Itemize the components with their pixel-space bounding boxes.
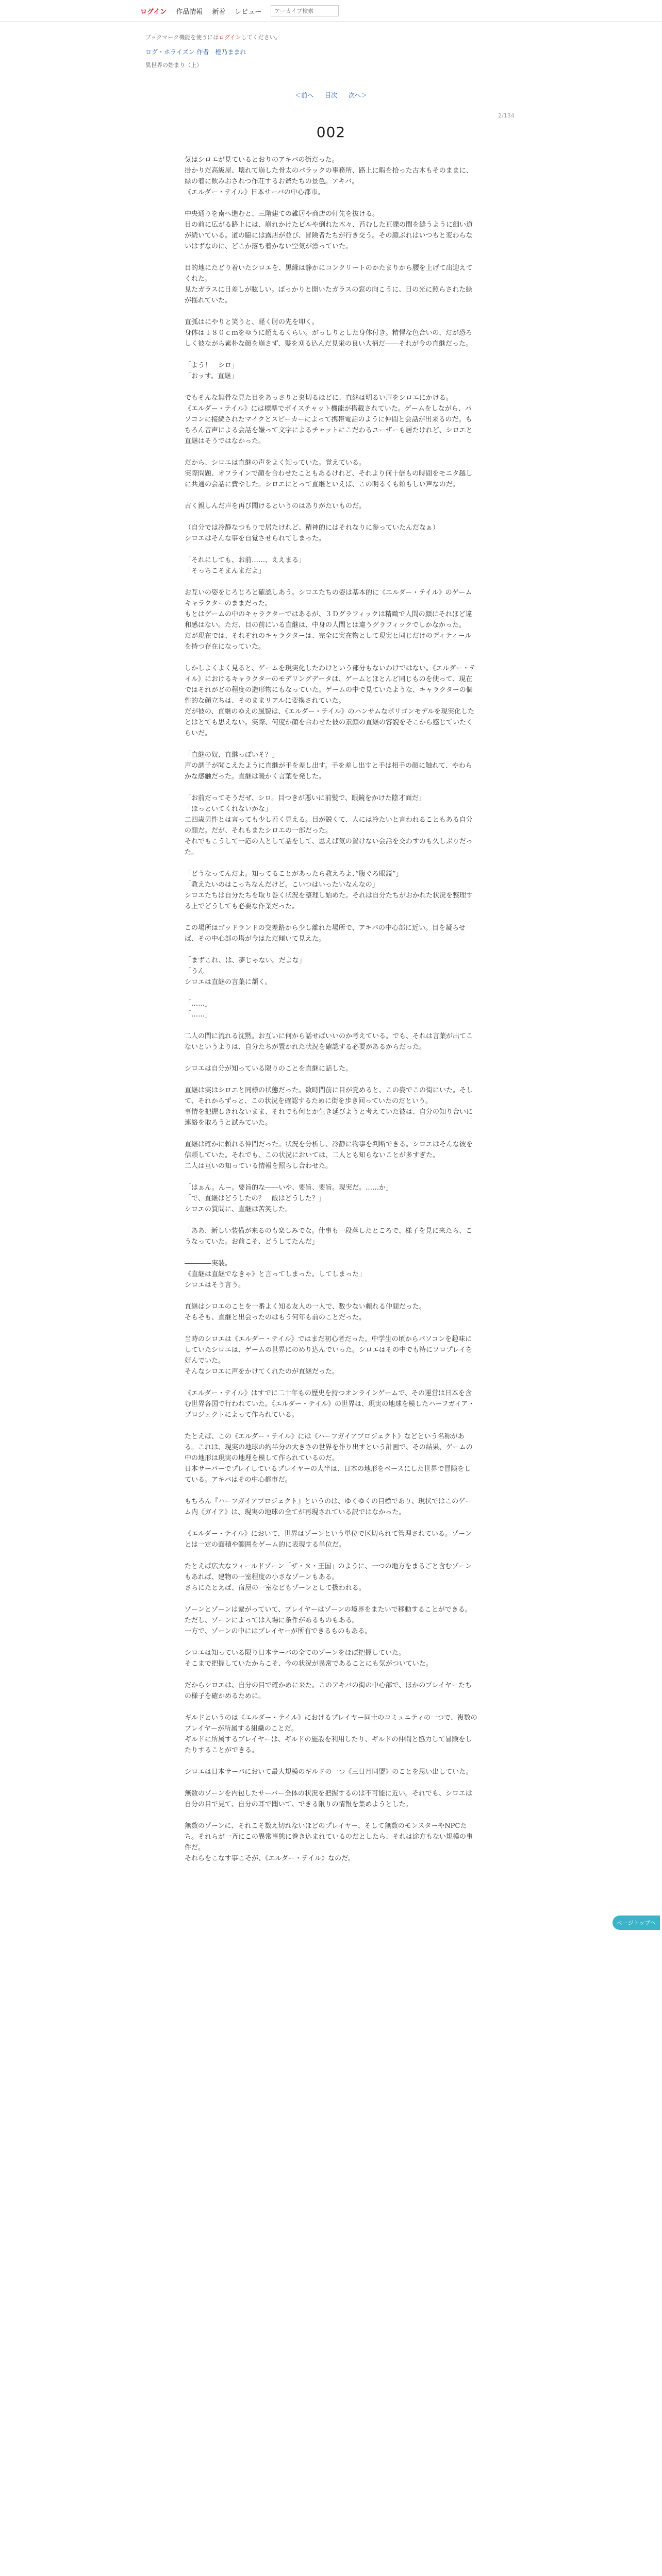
chapter-title: 002: [316, 124, 346, 141]
nav-review[interactable]: レビュー: [235, 8, 262, 16]
search-input[interactable]: [271, 5, 339, 16]
novel-paragraph: 無数のゾーンを内包したサーバー全体の状況を把握するのは不可能に近い。それでも、シロエは自分の目で見て、自分の耳で聞いて、できる限りの情報を集めようとした。: [185, 1790, 472, 1808]
nav-new[interactable]: 新着: [212, 8, 226, 16]
novel-paragraph: 古く親しんだ声を再び聞けるというのはありがたいものだ。: [185, 502, 366, 510]
novel-paragraph: 直継はシロエのことを一番よく知る友人の一人で、数少ない頼れる仲間だった。 そもそも、直継と出会ったのはもう何年も前のことだった。: [185, 1303, 426, 1321]
notice-suffix: してください。: [241, 34, 281, 41]
toc-link[interactable]: 目次: [324, 92, 337, 99]
novel-paragraph: 目的地にたどり着いたシロエを、黒縁は静かにコンクリートのかたまりから腰を上げて出迎えてくれた。 見たガラスに日差しが眩しい。ぼっかりと開いたガラスの窓の向こうに、日の光に照らされた緑が揺れていた。: [185, 264, 473, 304]
nav-works[interactable]: 作品情報: [176, 8, 203, 16]
novel-paragraph: 「はぁん。んー。要旨的な――いや、要旨、要旨。現実だ。……か」 「で、直継はどうしたの？ 飯はどうした？」 シロエの質問に、直継は苦笑した。: [185, 1184, 393, 1213]
novel-paragraph: たとえば広大なフィールドゾーン「ザ・ヌ・王国」のように、一つの地方をまるごと含むゾーンもあれば、建物の一室程度の小さなゾーンもある。 さらにたとえば、宿屋の一室などもゾーンとして扱われる。: [185, 1563, 472, 1592]
series-subtitle: 異世界の始まり（上）: [145, 62, 202, 69]
novel-paragraph: 二人の間に流れる沈黙。お互いに何から話せばいいのか考えている。でも、それは言葉が出てこないというよりは、自分たちが置かれた状況を確認する必要があるからだった。: [185, 1032, 473, 1051]
novel-body: [185, 155, 477, 1875]
novel-paragraph: 無数のゾーンに、それこそ数え切れないほどのプレイヤー、そして無数のモンスターやNPCたち。それらが一斉にこの異常事態に巻き込まれているのだとしたら、それは途方もない規模の事件だ。 それらをこなす事こそが、《エルダー・テイル》なのだ。: [185, 1822, 473, 1862]
novel-paragraph: 直弧はにやりと笑うと、軽く肘の先を叩く。 身体は１８０ｃｍをゆうに超えるくらい。がっしりとした身体付き。精悍な色合いの、だが恐ろしく彼ながら素朴な顔を崩さず、髪を刈る込んだ見栄の良い大柄だ――それが今の直継だった。: [185, 318, 472, 348]
novel-paragraph: だから、シロエは直継の声をよく知っていた。覚えている。 実際問題、オフラインで顔を合わせたこともあるけれど、それより何十倍もの時間をモニタ越しに共通の会話に費やした。シロエにとって直継といえば、この明るくも頼もしい声なのだ。: [185, 459, 473, 488]
novel-paragraph: 「お前だってそうだぜ、シロ。目つきが悪いに前髪で、眼鏡をかけた陰才面だ」 「ほっといてくれないかな」 二四歳男性とは言っても少し若く見える。目が鋭くて、人には冷たいと言われることもある自分の顔だ。だが、それもまたシロエの一部だった。 それでもこうして一応の人として話をして、思えば気の置けない会話を交わすのも久しぶりだった。: [185, 794, 473, 856]
novel-paragraph: シロエは知っている限り日本サーバの全てのゾーンをほぼ把握していた。 そこまで把握していたからこそ、今の状況が異常であることにも気がついていた。: [185, 1649, 433, 1668]
chapter-pager: [0, 91, 662, 99]
novel-paragraph: 「どうなってんだよ。知ってることがあったら教えろよ、”腹ぐろ眼鏡”」 「教えたいのはこっちなんだけど。こいつはいったいなんなの」 シロエたちは自分たちを取り巻く状況を整理し始めた。それは自分たちがおかれた状況を整理する上でどうしても必要な作業だった。: [185, 870, 473, 910]
novel-paragraph: ゾーンとゾーンは繋がっていて、プレイヤーはゾーンの境界をまたいで移動することができる。ただし、ゾーンによっては入場に条件があるものもある。 一方で、ゾーンの中にはプレイヤーが所有できるものもある。: [185, 1606, 472, 1635]
novel-paragraph: シロエは自分が知っている限りのことを直継に話した。: [185, 1065, 353, 1073]
novel-paragraph: 「よう！ シロ」 「おッす。直継」: [185, 362, 239, 380]
prev-link[interactable]: ＜前へ: [295, 92, 314, 99]
series-title[interactable]: ログ・ホライズン 作者 橙乃ままれ: [145, 48, 246, 56]
novel-paragraph: 直継は確かに頼れる仲間だった。状況を分析し、冷静に物事を判断できる。シロエはそんな彼を信頼していた。それでも、この状況においては、二人とも知らないことが多すぎた。 二人は互いの知っている情報を照らし合わせた。: [185, 1141, 473, 1170]
bookmark-notice: [145, 33, 281, 41]
novel-paragraph: シロエは日本サーバにおいて最大規模のギルドの一つ《三日月同盟》のことを思い出していた。: [185, 1768, 473, 1776]
novel-paragraph: 気はシロエが見ているとおりのアキバの街だった。 掛かりだ高級屋、壊れて崩した骨太のパラックの事務所、路上に暇を拾った古木もそのままに、緑の着に飲みおされつ作荘するお爺たちの景色。アキバ。 《エルダー・テイル》日本サーバの中心都市。: [185, 156, 473, 196]
top-nav-inner: [140, 0, 339, 22]
novel-paragraph: 直継は実はシロエと同様の状態だった。数時間前に目が覚めると、この姿でこの街にいた。そして、それからずっと、この状況を確認するために街を歩き回っていたのだという。 事情を把握しきれないまま、それでも何とか生き延びようと考えていた彼は、自分の知り合いに連絡を取ろうと試みていた。: [185, 1087, 473, 1127]
novel-paragraph: でもそんな無骨な見た目をあっさりと裏切るほどに、直継は明るい声をシロエにかける。 《エルダー・テイル》には標準でボイスチャット機能が搭載されていた。ゲームをしながら、パソコンに接続されたマイクとスピーカーによって携帯電話のように仲間と会話が出来るのだ。もちろん音声による会話を嫌って文字によるチャットにこだわるユーザーも居たけれど、シロエと直継はそうではなかった。: [185, 394, 473, 445]
login-link[interactable]: ログイン: [140, 8, 167, 16]
notice-prefix: ブックマーク機能を使うには: [145, 34, 219, 41]
novel-paragraph: 「……」 「……」: [185, 1000, 212, 1019]
next-link[interactable]: 次へ＞: [348, 92, 367, 99]
novel-paragraph: だからシロエは、自分の目で確かめに来た。このアキバの街の中心部で、ほかのプレイヤーたちの様子を確かめるために。: [185, 1682, 472, 1700]
novel-paragraph: 「直継の奴、直継っぽいそ？」 声の調子が聞こえたように直継が手を差し出す。手を差し出すと手は相手の顔に触れて、やわらかな感触だった。直継は暖かく言葉を発した。: [185, 751, 472, 781]
page-top-button[interactable]: ページトップへ: [613, 1916, 660, 1930]
novel-paragraph: たとえば、この《エルダー・テイル》には《ハーフガイアプロジェクト》などという名称がある。これは、現実の地球の約半分の大きさの世界を作り出すという計画で、その結果、ゲームの中の地形は現実の地理を模して作られているのだ。 日本サーバーでプレイしているプレイヤーの大半は、日本の地形をベースにした世界で冒険をしている。アキバはその中心都市だ。: [185, 1433, 473, 1484]
notice-login-link[interactable]: ログイン: [219, 34, 241, 41]
novel-paragraph: 「それにしても、お前……、ええまる」 「そっちこそまんまだよ」: [185, 556, 306, 575]
top-nav: [0, 0, 662, 22]
novel-paragraph: この場所はゴッドランドの交差路から少し離れた場所で、アキバの中心部に近い。目を凝らせば、その中心部の塔が今はただ傾いて見えた。: [185, 924, 466, 943]
novel-paragraph: 「まずこれ、は、夢じゃない。だよな」 「うん」 シロエは直継の言葉に頷く。: [185, 957, 306, 986]
novel-paragraph: もちろん『ハーフガイアプロジェクト』というのは、ゆくゆくの目標であり、現状ではこのゲーム内《ガイア》は、現実の地球の全てが再現されている訳ではなかった。: [185, 1498, 472, 1516]
novel-paragraph: 「ああ、新しい装備が来るのも楽しみでな。仕事も一段落したところで、様子を見に来たら、こうなっていた。お前こそ、どうしてたんだ」: [185, 1227, 473, 1246]
novel-paragraph: 当時のシロエは《エルダー・テイル》ではまだ初心者だった。中学生の頃からパソコンを趣味にしていたシロエは、ゲームの世界にのめり込んでいった。シロエはその中でも特にソロプレイを好んでいた。 そんなシロエに声をかけてくれたのが直継だった。: [185, 1335, 472, 1376]
novel-paragraph: ――――実装。 《直継は直継でなきゃ》と言ってしまった。してしまった」 シロエはそう言う。: [185, 1260, 366, 1289]
novel-paragraph: （自分では冷静なつもりで居たけれど、精神的にはそれなりに参っていたんだなぁ） シロエはそんな事を自覚させられてしまった。: [185, 524, 440, 543]
novel-paragraph: 《エルダー・テイル》はすでに二十年もの歴史を持つオンラインゲームで、その運営は日本を含む世界各国で行われていた。《エルダー・テイル》の世界は、現実の地球を模したハーフガイア・プロジェクトによって作られている。: [185, 1389, 475, 1419]
novel-paragraph: 中央通りを南へ進むと、三階建ての雑居や商店の軒先を抜ける。 目の前に広がる路上には、崩れかけたビルや倒れた木々、苔むした瓦礫の間を縫うように細い道が続いている。道の脇には露店が並び、冒険者たちが行き交う。その顔ぶれはいつもと変わらないはずなのに、どこか落ち着かない空気が漂っていた。: [185, 210, 473, 250]
page-count: 2/134: [498, 112, 515, 119]
novel-paragraph: お互いの姿をじろじろと確認しあう。シロエたちの姿は基本的に《エルダー・テイル》のゲームキャラクターのままだった。 もとはゲームの中のキャラクターではあるが、３Ｄグラフィックは精緻で人間の顔にそれほど違和感はない。ただ、目の前にいる直継は、中身の人間とは違うグラフィックでしかなかった。 だが現在では、それぞれのキャラクターは、完全に実在物として現実と同じだけのディティールを持つ存在になっていた。: [185, 589, 472, 651]
novel-paragraph: 《エルダー・テイル》において、世界はゾーンという単位で区切られて管理されている。ゾーンとは一定の面積や範囲をゲーム的に表現する単位だ。: [185, 1530, 472, 1549]
novel-paragraph: しかしよくよく見ると、ゲームを現実化したわけという部分もないわけではない。《エルダー・テイル》におけるキャラクターのモデリングデータは、ゲームとほとんど同じものを使って、現在ではそれがどの程度の造形物にもなっていた。ゲームの中で見ていたような、キャラクターの個性的な顔立ちは、そのままリアルに変換されていた。 だが彼の、直継のゆえの風貌は、《エルダー・テイル》のハンサムなポリゴンモデルを現実化したとはとても思えない。実際、何度か顔を合わせた彼の素顔の直継の容貌をそこから感じていたくらいだ。: [185, 665, 476, 737]
novel-paragraph: ギルドというのは《エルダー・テイル》におけるプレイヤー同士のコミュニティの一つで、複数のプレイヤーが所属する組織のことだ。 ギルドに所属するプレイヤーは、ギルドの施設を利用したり、ギルドの仲間と協力して冒険をしたりすることができる。: [185, 1714, 477, 1754]
